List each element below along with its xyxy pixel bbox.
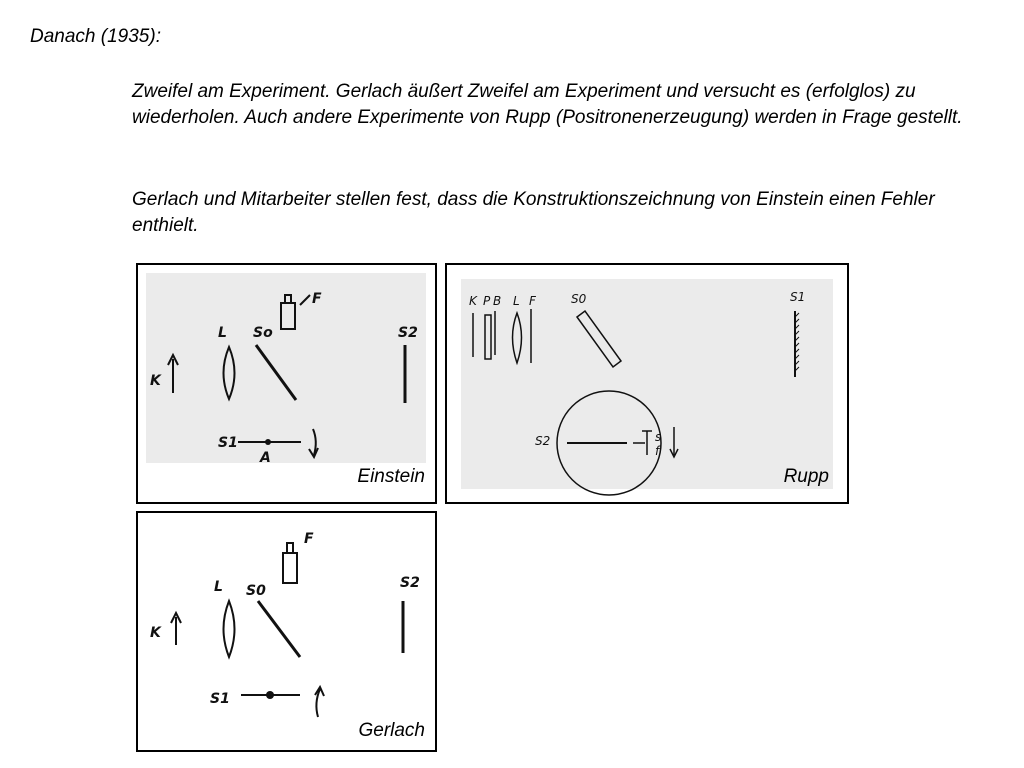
label-f: F <box>312 291 322 307</box>
paper-scan <box>461 279 833 489</box>
paragraph-drawing-error: Gerlach und Mitarbeiter stellen fest, dass die Konstruktionszeichnung von Einstein einen Fehler enthielt. <box>132 189 935 236</box>
figure-rupp <box>445 263 849 504</box>
label-s1: S1 <box>218 435 238 451</box>
label-l: L <box>513 294 520 308</box>
label-s: s <box>655 430 662 444</box>
label-f: F <box>304 531 314 547</box>
label-b: B <box>493 294 502 308</box>
source-flask <box>283 553 297 583</box>
label-s2: S2 <box>400 575 420 591</box>
label-s2: S2 <box>398 325 418 341</box>
label-s0: S0 <box>571 292 587 306</box>
source-flask-neck <box>287 543 293 553</box>
label-s2: S2 <box>535 434 551 448</box>
label-p: P <box>483 294 491 308</box>
label-l: L <box>214 579 223 595</box>
pivot-a <box>265 439 271 445</box>
label-l: L <box>218 325 227 341</box>
label-k: K <box>150 373 161 389</box>
label-s0: So <box>253 325 273 341</box>
figure-gerlach <box>136 511 437 752</box>
label-f-spring: f <box>655 444 660 458</box>
lens <box>224 601 235 657</box>
label-k: K <box>150 625 161 641</box>
caption-rupp: Rupp <box>783 466 829 487</box>
label-s0: S0 <box>246 583 266 599</box>
label-a: A <box>260 450 271 466</box>
pivot <box>266 691 274 699</box>
label-k: K <box>469 294 477 308</box>
mirror-s0 <box>258 601 300 657</box>
heading: Danach (1935): <box>30 26 161 47</box>
caption-einstein: Einstein <box>357 466 425 487</box>
label-s1: S1 <box>790 290 806 304</box>
label-s1: S1 <box>210 691 230 707</box>
label-f: F <box>529 294 536 308</box>
caption-gerlach: Gerlach <box>358 720 425 741</box>
gerlach-diagram <box>138 513 435 750</box>
paragraph-doubt: Zweifel am Experiment. Gerlach äußert Zweifel am Experiment und versucht es (erfolglos) zu wiederholen. Auch andere Experimente von Rupp (Positronenerzeugung) werden in Frage gestellt. <box>132 81 963 128</box>
figure-einstein <box>136 263 437 504</box>
